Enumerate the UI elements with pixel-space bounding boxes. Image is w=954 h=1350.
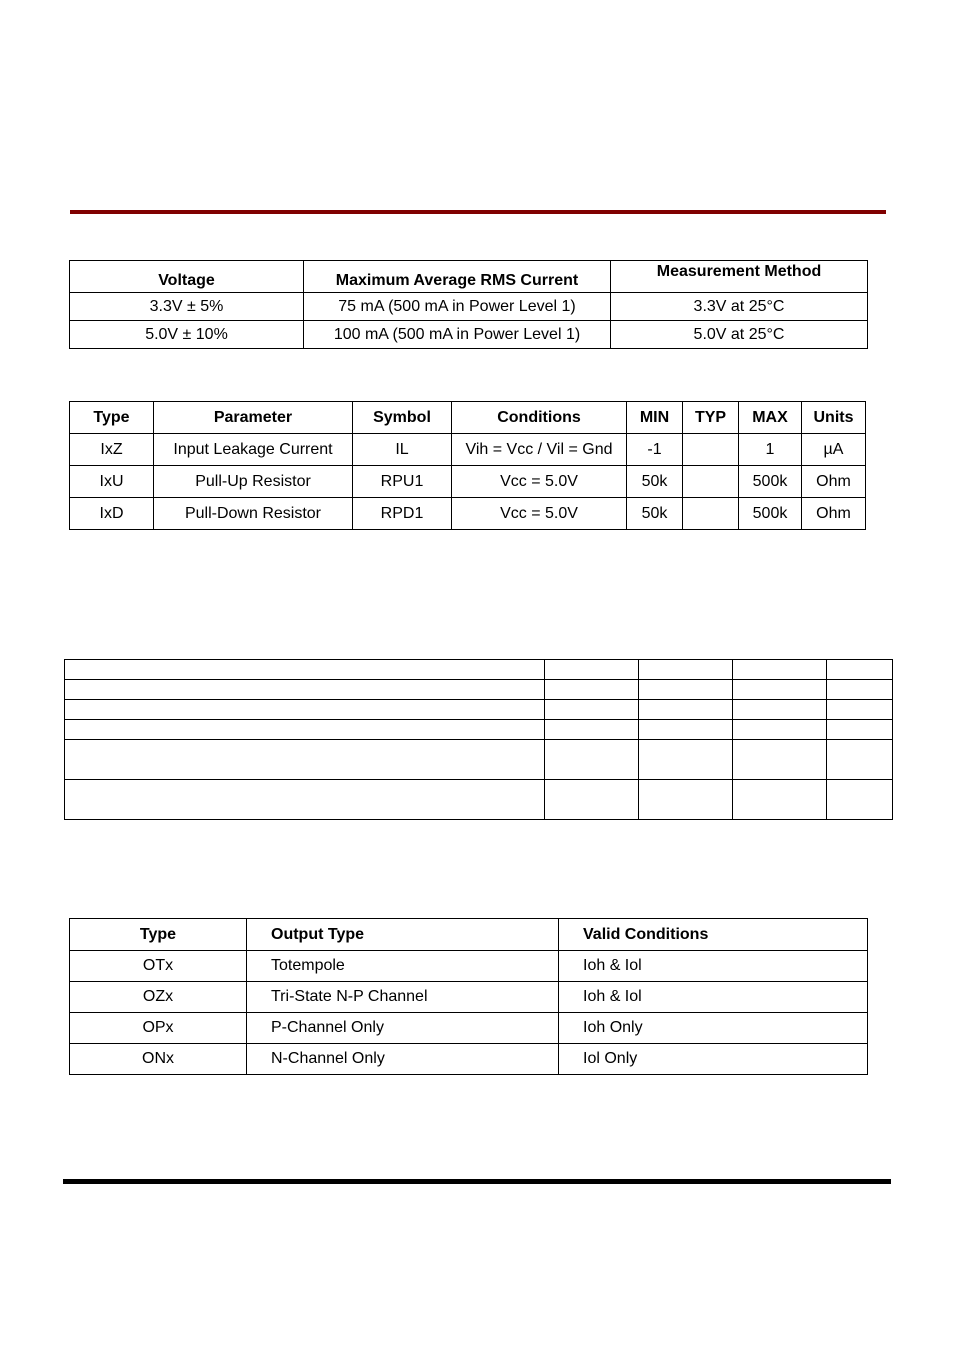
table-row xyxy=(70,498,866,530)
table-cell: Vcc = 5.0V xyxy=(452,498,627,530)
table-cell: IxD xyxy=(70,498,154,530)
column-header: TYP xyxy=(683,402,739,434)
column-header: Valid Conditions xyxy=(559,919,868,951)
table-row xyxy=(70,1044,868,1075)
table-row xyxy=(70,951,868,982)
column-header: Conditions xyxy=(452,402,627,434)
table-cell: µA xyxy=(802,434,866,466)
table-row xyxy=(70,982,868,1013)
column-header: Parameter xyxy=(154,402,353,434)
table-cell: IxZ xyxy=(70,434,154,466)
column-header: Type xyxy=(70,919,247,951)
table-cell: 5.0V at 25°C xyxy=(611,321,868,349)
table-cell: Iol Only xyxy=(559,1044,868,1075)
column-header: Measurement Method xyxy=(611,261,868,293)
table-row xyxy=(70,466,866,498)
footer-rule xyxy=(63,1179,891,1184)
table-header-row xyxy=(70,402,866,434)
table-row xyxy=(70,321,868,349)
table-cell xyxy=(683,466,739,498)
empty-grid-table xyxy=(64,659,893,820)
output-types-table xyxy=(69,918,868,1075)
column-header: Output Type xyxy=(247,919,559,951)
table-cell: 50k xyxy=(627,498,683,530)
table-cell: Ohm xyxy=(802,498,866,530)
column-header: Type xyxy=(70,402,154,434)
table-cell: -1 xyxy=(627,434,683,466)
table-cell: 500k xyxy=(739,498,802,530)
table-row xyxy=(70,434,866,466)
column-header: Units xyxy=(802,402,866,434)
table-cell: IL xyxy=(353,434,452,466)
table-header-row xyxy=(70,261,868,293)
table-cell: Pull-Down Resistor xyxy=(154,498,353,530)
power-supply-table xyxy=(69,260,868,349)
table-row xyxy=(70,293,868,321)
table-cell xyxy=(683,498,739,530)
column-header: MAX xyxy=(739,402,802,434)
table-cell xyxy=(683,434,739,466)
table-cell: Vih = Vcc / Vil = Gnd xyxy=(452,434,627,466)
table-cell: 500k xyxy=(739,466,802,498)
table-cell: Vcc = 5.0V xyxy=(452,466,627,498)
table-cell: Input Leakage Current xyxy=(154,434,353,466)
table-row xyxy=(65,720,893,740)
table-cell: 5.0V ± 10% xyxy=(70,321,304,349)
table-cell: RPD1 xyxy=(353,498,452,530)
table-cell: Pull-Up Resistor xyxy=(154,466,353,498)
table-row xyxy=(65,660,893,680)
table-cell: ONx xyxy=(70,1044,247,1075)
table-row xyxy=(65,680,893,700)
table-cell: OTx xyxy=(70,951,247,982)
table-cell: 1 xyxy=(739,434,802,466)
table-cell: Ioh Only xyxy=(559,1013,868,1044)
table-cell: Ohm xyxy=(802,466,866,498)
column-header: Symbol xyxy=(353,402,452,434)
column-header: MIN xyxy=(627,402,683,434)
table-cell: Tri-State N-P Channel xyxy=(247,982,559,1013)
column-header: Voltage xyxy=(70,261,304,293)
header-rule xyxy=(70,210,886,214)
table-cell: Totempole xyxy=(247,951,559,982)
table-header-row xyxy=(70,919,868,951)
table-row xyxy=(65,740,893,780)
table-cell: RPU1 xyxy=(353,466,452,498)
table-cell: Ioh & Iol xyxy=(559,982,868,1013)
table-cell: IxU xyxy=(70,466,154,498)
table-cell: OZx xyxy=(70,982,247,1013)
table-row xyxy=(65,700,893,720)
table-cell: 100 mA (500 mA in Power Level 1) xyxy=(304,321,611,349)
column-header: Maximum Average RMS Current xyxy=(304,261,611,293)
table-row xyxy=(65,780,893,820)
table-cell: P-Channel Only xyxy=(247,1013,559,1044)
table-cell: OPx xyxy=(70,1013,247,1044)
input-characteristics-table xyxy=(69,401,866,530)
table-cell: 50k xyxy=(627,466,683,498)
table-row xyxy=(70,1013,868,1044)
table-cell: N-Channel Only xyxy=(247,1044,559,1075)
table-cell: Ioh & Iol xyxy=(559,951,868,982)
table-cell: 75 mA (500 mA in Power Level 1) xyxy=(304,293,611,321)
table-cell: 3.3V ± 5% xyxy=(70,293,304,321)
table-cell: 3.3V at 25°C xyxy=(611,293,868,321)
